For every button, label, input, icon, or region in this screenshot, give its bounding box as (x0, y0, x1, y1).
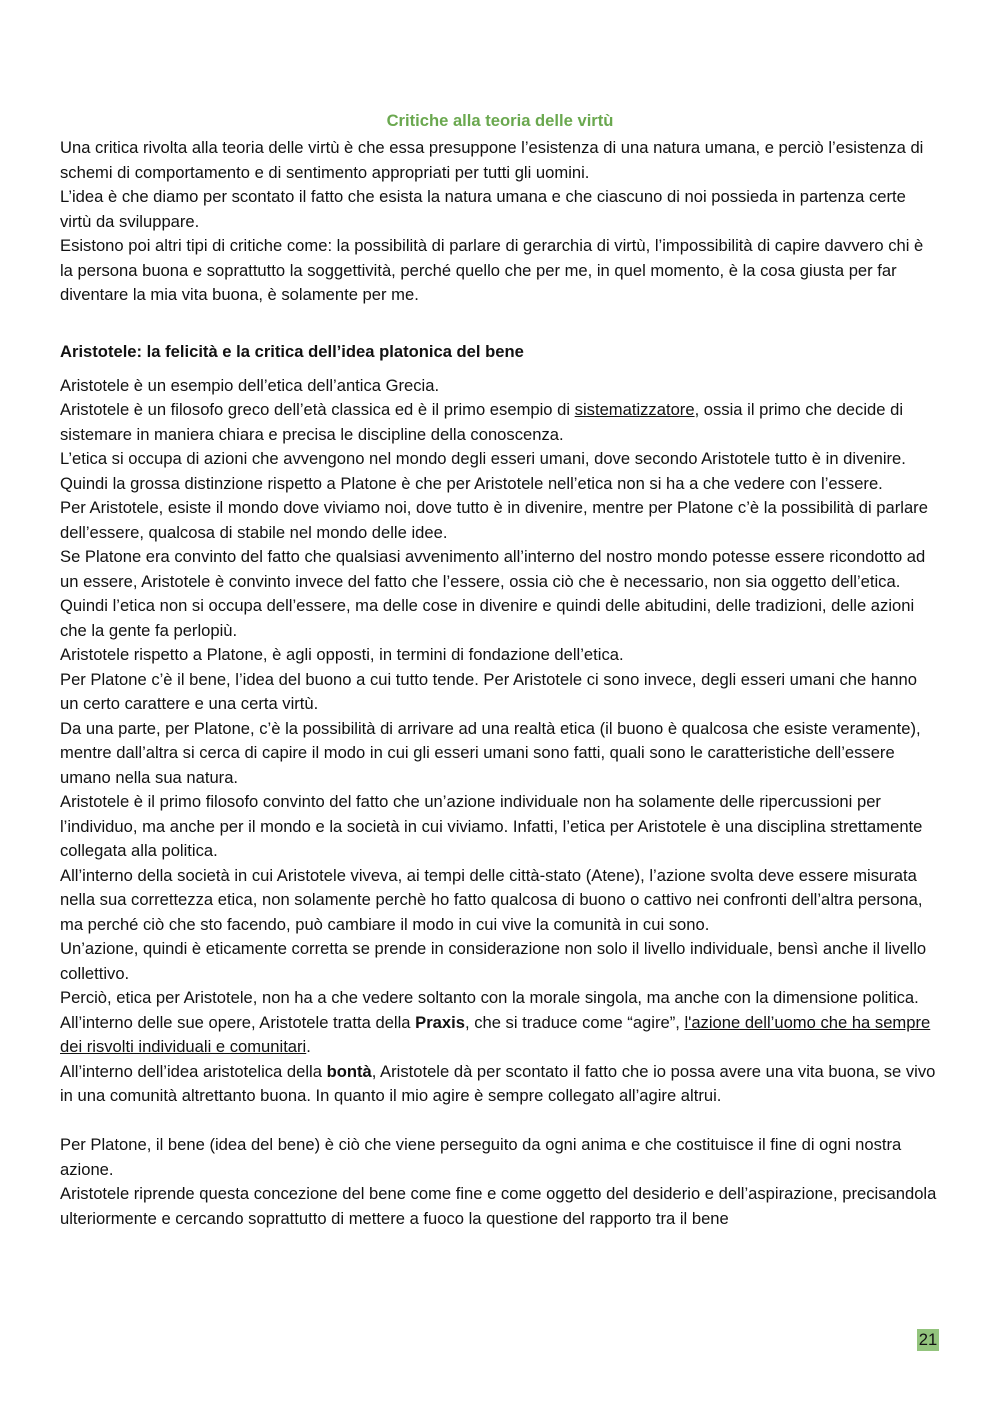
body-paragraph: Da una parte, per Platone, c’è la possibilità di arrivare ad una realtà etica (il buono è qualcosa che esiste veramente), mentre dall’altra si cerca di capire il modo in cui gli esseri umani sono fatti, quali sono le caratteristiche dell’essere umano nella sua natura. (60, 718, 921, 787)
bold-term-bonta: bontà (326, 1061, 372, 1081)
body-paragraph: Per Platone c’è il bene, l’idea del buono a cui tutto tende. Per Aristotele ci sono invece, degli esseri umani che hanno un certo carattere e una certa virtù. (60, 669, 917, 713)
body-paragraph: Perciò, etica per Aristotele, non ha a che vedere soltanto con la morale singola, ma anche con la dimensione politica. (60, 988, 919, 1007)
body-paragraph: Aristotele riprende questa concezione del bene come fine e come oggetto del desiderio e dell’aspirazione, precisandola ulteriormente e cercando soprattutto di mettere a fuoco la questione del rapporto tra il bene (60, 1184, 937, 1228)
body-paragraph: Per Platone, il bene (idea del bene) è ciò che viene perseguito da ogni anima e che costituisce il fine di ogni nostra azione. (60, 1135, 902, 1179)
body-paragraph: L’etica si occupa di azioni che avvengono nel mondo degli esseri umani, dove secondo Aristotele tutto è in divenire. Quindi la grossa distinzione rispetto a Platone è che per Aristotele nell’etica non si ha a che vedere con l’essere. (60, 449, 906, 493)
document-page (60, 106, 940, 1231)
intro-paragraph: Esistono poi altri tipi di critiche come: la possibilità di parlare di gerarchia di virtù, l’impossibilità di capire davvero chi è la persona buona e soprattutto la soggettività, perché quello che per me, in quel momento, è la cosa giusta per far diventare la mia vita buona, è solamente per me. (60, 236, 924, 304)
underlined-term: sistematizzatore (574, 400, 695, 419)
body-paragraph: Aristotele è il primo filosofo convinto del fatto che un’azione individuale non ha solamente delle ripercussioni per l’individuo, ma anche per il mondo e la società in cui viviamo. Infatti, l’etica per Aristotele è una disciplina strettamente collegata alla politica. (60, 792, 923, 860)
intro-paragraph: L’idea è che diamo per scontato il fatto che esista la natura umana e che ciascuno di noi possieda in partenza certe virtù da sviluppare. (60, 187, 906, 231)
body-paragraph: All’interno dell’idea aristotelica della bontà, Aristotele dà per scontato il fatto che io possa avere una vita buona, se vivo in una comunità altrettanto buona. In quanto il mio agire è sempre collegato all’agire altrui. (60, 1061, 936, 1105)
body-paragraph: Aristotele è un esempio dell’etica dell’antica Grecia. (60, 375, 440, 395)
bold-term-praxis: Praxis (415, 1012, 465, 1032)
body-paragraph: Per Aristotele, esiste il mondo dove viviamo noi, dove tutto è in divenire, mentre per Platone c’è la possibilità di parlare dell’essere, qualcosa di stabile nel mondo delle idee. (60, 498, 928, 542)
intro-paragraph: Una critica rivolta alla teoria delle virtù è che essa presuppone l’esistenza di una natura umana, e perciò l’esistenza di schemi di comportamento e di sentimento appropriati per tutti gli uomini. (60, 138, 924, 182)
page-number: 21 (918, 1330, 938, 1349)
section-title: Critiche alla teoria delle virtù (386, 111, 614, 130)
body-paragraph: Se Platone era convinto del fatto che qualsiasi avvenimento all’interno del nostro mondo potesse essere ricondotto ad un essere, Aristotele è convinto invece del fatto che l’essere, ossia ciò che è necessario, non sia oggetto dell’etica. Quindi l’etica non si occupa dell’essere, ma delle cose in divenire e quindi delle abitudini, delle tradizioni, delle azioni che la gente fa perlopiù. (60, 547, 926, 640)
body-paragraph: Aristotele è un filosofo greco dell’età classica ed è il primo esempio di sistematizzatore, ossia il primo che decide di sistemare in maniera chiara e precisa le discipline della conoscenza. (60, 400, 904, 444)
subsection-heading: Aristotele: la felicità e la critica dell’idea platonica del bene (60, 342, 524, 361)
body-paragraph: All’interno della società in cui Aristotele viveva, ai tempi delle città-stato (Atene), l’azione svolta deve essere misurata nella sua correttezza etica, non solamente perchè ho fatto qualcosa di buono o cattivo nei confronti dell’altra persona, ma perché ciò che sto facendo, può cambiare il modo in cui vive la comunità in cui sono. (60, 865, 923, 934)
body-paragraph: Un’azione, quindi è eticamente corretta se prende in considerazione non solo il livello individuale, bensì anche il livello collettivo. (60, 939, 927, 983)
body-paragraph: All’interno delle sue opere, Aristotele tratta della Praxis, che si traduce come “agire”, l'azione dell’uomo che ha sempre dei risvolti individuali e comunitari. (60, 1012, 931, 1056)
underlined-definition: l'azione dell’uomo che ha sempre dei risvolti individuali e comunitari (60, 1012, 931, 1056)
body-paragraph: Aristotele rispetto a Platone, è agli opposti, in termini di fondazione dell’etica. (60, 645, 624, 664)
